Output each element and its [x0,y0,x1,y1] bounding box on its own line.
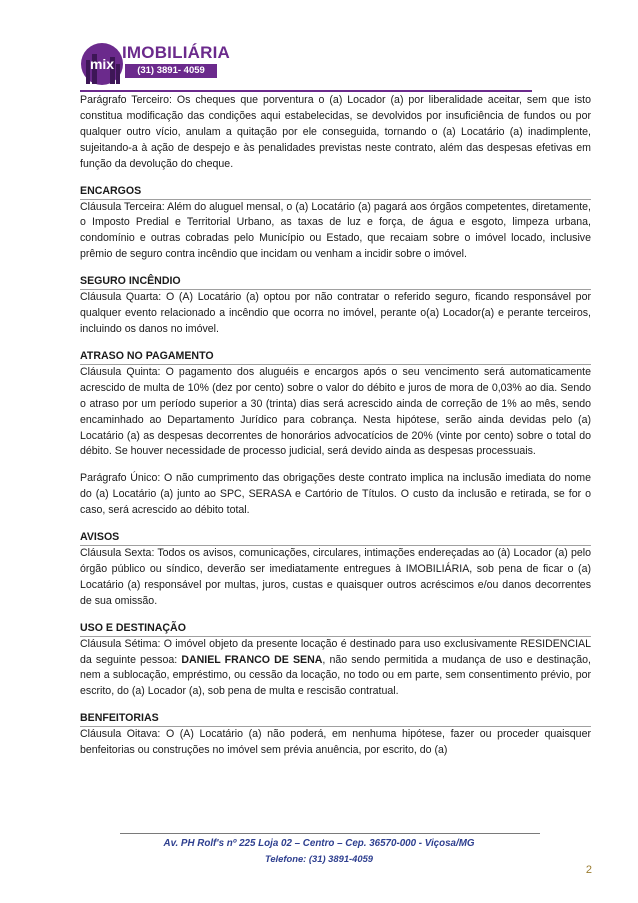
header-divider [80,90,532,92]
contract-body [80,93,591,759]
section-heading-avisos: AVISOS [80,530,591,546]
clausula-setima-end: , não sendo permitida a mudança de uso e destinação, nem a sublocação, empréstimo, ou cessão da locação, no todo ou em parte, sem consentimento prévio, por escrito, do (a) Locador (a), sob pena de multa e rescisão contratual. [80,653,591,698]
logo-mark-icon [80,40,126,88]
paragrafo-terceiro: Parágrafo Terceiro: Os cheques que porventura o (a) Locador (a) por liberalidade aceitar, sem que isto constitua modificação das condições aqui estabelecidas, se devolvidos por insuficiência de fundos ou por qualquer outro vício, anulam a quitação por ele conseguida, tornando o (a) Locatário (a) inadimplente, sujeitando-a à ação de despejo e às penalidades previstas neste contrato, além das despesas efetivas em função da devolução do cheque. [80,94,591,170]
footer-phone: Telefone: (31) 3891-4059 [264,853,374,864]
logo-phone: (31) 3891- 4059 [125,64,217,78]
section-heading-encargos: ENCARGOS [80,184,591,200]
company-logo [80,40,240,88]
footer-address: Av. PH Rolf's nº 225 Loja 02 – Centro – Cep. 36570-000 - Viçosa/MG [163,838,475,849]
letterhead [80,40,532,92]
clausula-sexta: Cláusula Sexta: Todos os avisos, comunicações, circulares, intimações endereçadas ao (à) Locador (a) pelo órgão público ou síndico, deverão ser imediatamente entregues à IMOBILIÁRIA, sob pena de ficar o (a) Locatário (a) responsável por multas, juros, custas e quaisquer outros acréscimos e/ou danos decorrentes de sua omissão. [80,547,591,607]
clausula-setima [80,637,591,701]
clausula-quinta: Cláusula Quinta: O pagamento dos aluguéis e encargos após o seu vencimento será automaticamente acrescido de multa de 10% (dez por cento) sobre o valor do débito e juros de mora de 0,03% ao dia. Sendo o atraso por um período superior a 30 (trinta) dias será acrescido ainda de correção de 1% ao mês, sendo encaminhado ao Departamento Jurídico para cobrança. Nesta hipótese, serão ainda devidas pelo (a) Locatário (a) as despesas decorrentes de honorários advocatícios de 20% (vinte por cento) sobre o total do débito. Se houver necessidade de processo judicial, será devido ainda as despesas processuais. [80,365,591,458]
paragrafo-unico: Parágrafo Único: O não cumprimento das obrigações deste contrato implica na inclusão imediata do nome do (a) Locatário (a) junto ao SPC, SERASA e Cartório de Títulos. O custo da inclusão e retirada, se for o caso, será acrescido ao débito total. [80,472,591,517]
clausula-oitava: Cláusula Oitava: O (A) Locatário (a) não poderá, em nenhuma hipótese, fazer ou proceder quaisquer benfeitorias ou construções no imóvel sem prévia anuência, por escrito, do (a) [80,728,591,757]
tenant-name: DANIEL FRANCO DE SENA [181,653,323,666]
section-heading-uso: USO E DESTINAÇÃO [80,621,591,637]
section-heading-atraso: ATRASO NO PAGAMENTO [80,349,591,365]
clausula-quarta: Cláusula Quarta: O (A) Locatário (a) optou por não contratar o referido seguro, ficando responsável por qualquer evento relacionado a incêndio que ocorra no imóvel, perante o(a) Locador(a) e perante terceiros, incluindo os danos no imóvel. [80,291,591,335]
svg-text:mix: mix [89,56,115,72]
logo-brand-text: IMOBILIÁRIA [122,43,230,62]
section-heading-seguro: SEGURO INCÊNDIO [80,274,591,290]
clausula-terceira: Cláusula Terceira: Além do aluguel mensal, o (a) Locatário (a) pagará aos órgãos competentes, diretamente, o Imposto Predial e Territorial Urbano, as taxas de luz e força, de água e esgoto, limpeza urbana, condomínio e outras cobradas pelo Município ou Estado, que recaiam sobre o imóvel locado, inclusive prêmio de seguro contra incêndio que incidam ou venham a incidir sobre o imóvel. [80,200,591,261]
page-number: 2 [585,864,592,876]
section-heading-benfeitorias: BENFEITORIAS [80,711,591,727]
clausula-setima-start: Cláusula Sétima: O imóvel objeto da presente locação é destinado para uso exclusivamente RESIDENCIAL da seguinte pessoa: [80,637,591,666]
footer-divider [120,833,540,834]
